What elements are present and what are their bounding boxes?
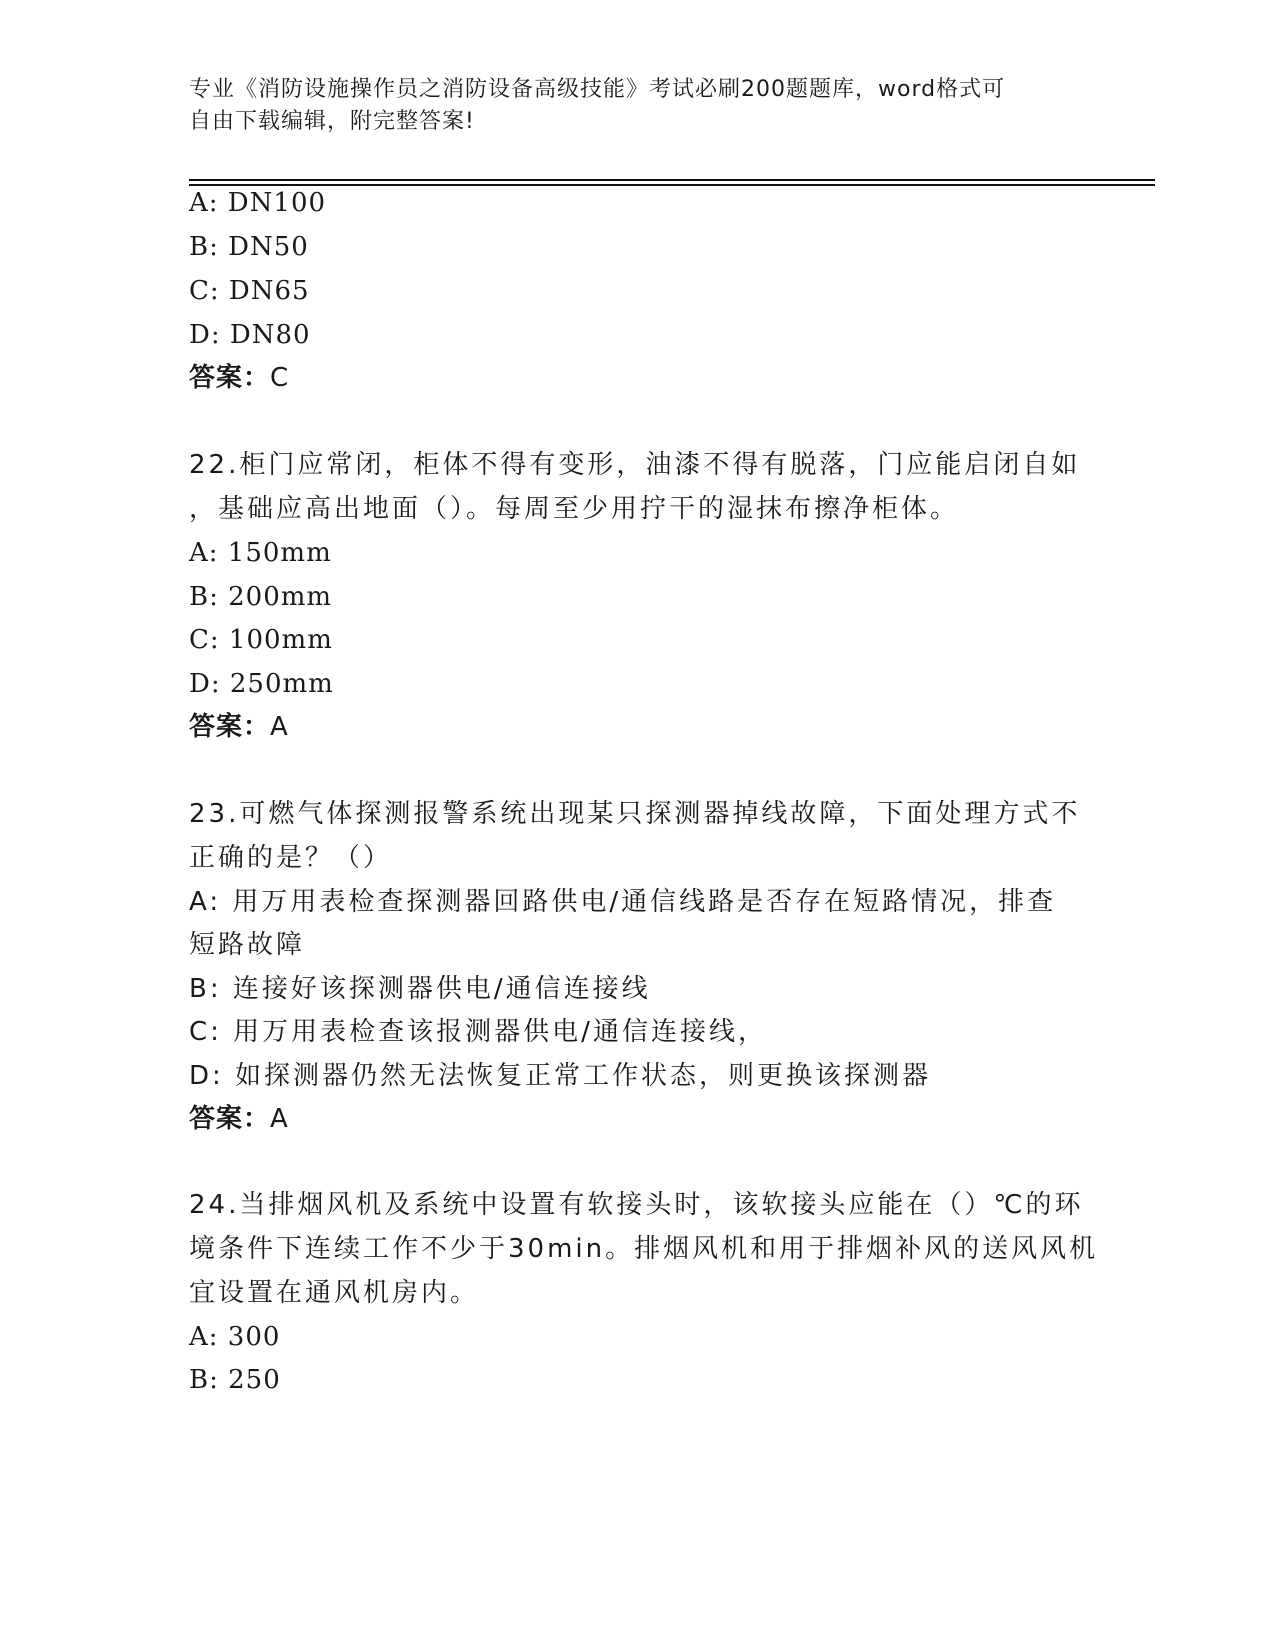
q22-text-line-1: 22.柜门应常闭，柜体不得有变形，油漆不得有脱落，门应能启闭自如 [189, 450, 1081, 480]
document-header [189, 74, 1089, 138]
q23-answer-label: 答案： [189, 1104, 271, 1134]
q21-option-a: A: DN100 [189, 188, 327, 218]
header-rule-bottom [189, 184, 1155, 186]
q23-text-line-1: 23.可燃气体探测报警系统出现某只探测器掉线故障，下面处理方式不 [189, 799, 1081, 829]
q21-answer [189, 362, 289, 394]
q24-option-b: B: 250 [189, 1365, 281, 1395]
q24-text-line-1: 24.当排烟风机及系统中设置有软接头时，该软接头应能在（）℃的环 [189, 1190, 1084, 1220]
q22-answer-value: A [270, 712, 289, 742]
q21-option-b: B: DN50 [189, 232, 309, 262]
q24-text-line-2: 境条件下连续工作不少于30min。排烟风机和用于排烟补风的送风风机 [189, 1234, 1099, 1264]
q24-text-line-3: 宜设置在通风机房内。 [189, 1278, 480, 1308]
q23-option-a-continued: 短路故障 [189, 930, 306, 960]
q23-option-d: D: 如探测器仍然无法恢复正常工作状态，则更换该探测器 [189, 1061, 932, 1091]
q23-answer-value: A [270, 1104, 289, 1134]
q22-option-b: B: 200mm [189, 582, 333, 612]
q23-option-a: A: 用万用表检查探测器回路供电/通信线路是否存在短路情况，排查 [189, 887, 1057, 917]
header-line-1: 专业《消防设施操作员之消防设备高级技能》考试必刷200题题库，word格式可 [189, 77, 1006, 102]
q22-option-a: A: 150mm [189, 538, 332, 568]
q21-answer-value: C [270, 363, 290, 393]
q23-text-line-2: 正确的是？（） [189, 843, 393, 873]
header-rule-top [189, 179, 1155, 181]
q23-option-b: B: 连接好该探测器供电/通信连接线 [189, 974, 651, 1004]
q21-option-d: D: DN80 [189, 320, 311, 350]
q22-answer-label: 答案： [189, 712, 271, 742]
q21-option-c: C: DN65 [189, 276, 310, 306]
q22-option-c: C: 100mm [189, 625, 333, 655]
q23-answer [189, 1103, 289, 1135]
q22-text-line-2: ，基础应高出地面（）。每周至少用拧干的湿抹布擦净柜体。 [189, 494, 960, 524]
q22-answer [189, 711, 289, 743]
q21-answer-label: 答案： [189, 363, 271, 393]
q23-option-c: C: 用万用表检查该报测器供电/通信连接线， [189, 1017, 767, 1047]
q22-option-d: D: 250mm [189, 669, 334, 699]
header-line-2: 自由下载编辑，附完整答案! [189, 109, 475, 134]
q24-option-a: A: 300 [189, 1322, 281, 1352]
